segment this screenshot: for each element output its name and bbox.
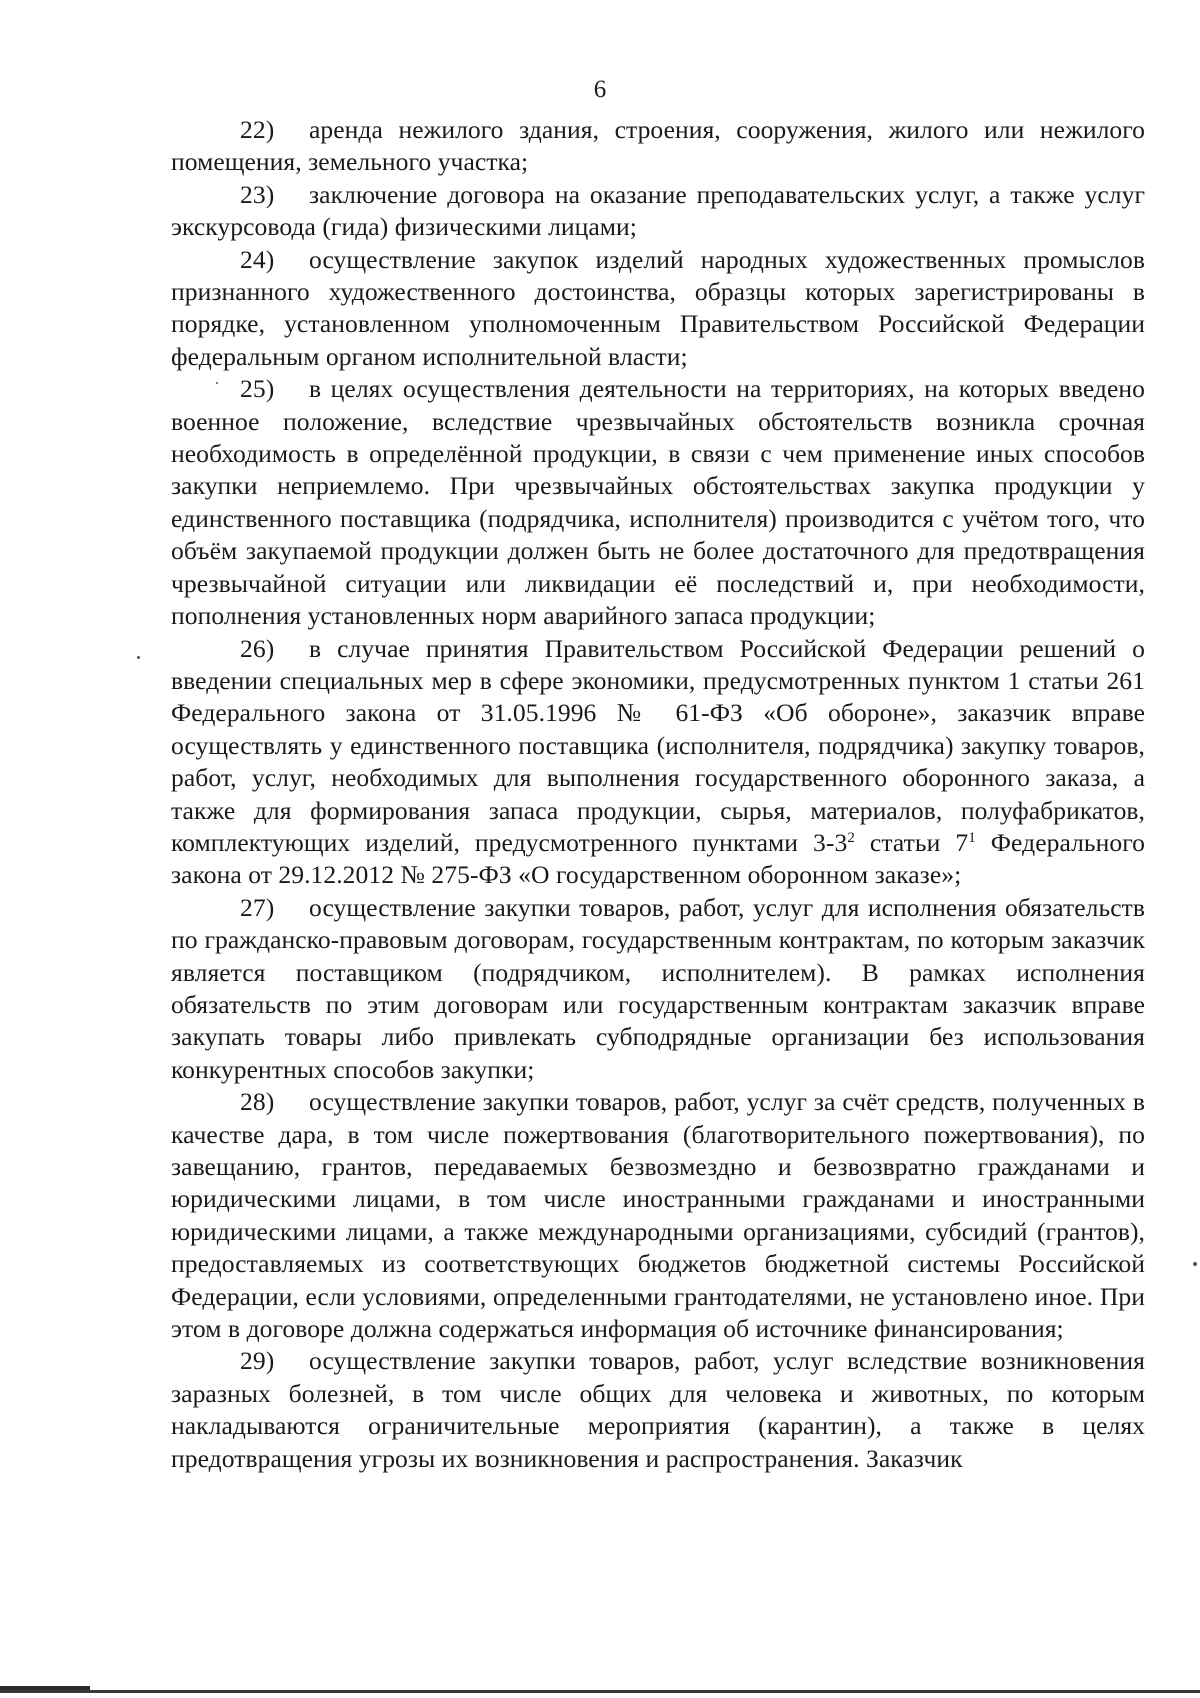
- item-text: заключение договора на оказание преподавательских услуг, а также услуг экскурсовода (гида) физическими лицами;: [171, 179, 1145, 242]
- scan-speck: [1193, 1262, 1197, 1266]
- scan-bottom-edge: [0, 1690, 1200, 1693]
- page-number: 6: [593, 76, 607, 103]
- item-number: 26): [240, 633, 275, 663]
- item-text: аренда нежилого здания, строения, сооружения, жилого или нежилого помещения, земельного участка;: [171, 115, 1145, 177]
- list-item-23: [171, 179, 1145, 244]
- superscript-1: 1: [968, 829, 976, 846]
- item-number: 29): [240, 1346, 275, 1376]
- scan-speck: [137, 656, 140, 659]
- item-number: 23): [240, 179, 275, 209]
- list-item-24: [171, 244, 1145, 374]
- list-item-26: [171, 633, 1145, 892]
- item-text: в целях осуществления деятельности на территориях, на которых введено военное положение, вследствие чрезвычайных обстоятельств возникла срочная необходимость в определённой продукции, в связи с чем применение иных способов закупки неприемлемо. При чрезвычайных обстоятельствах закупка продукции у единственного поставщика (подрядчика, исполнителя) производится с учётом того, что объём закупаемой продукции должен быть не более достаточного для предотвращения чрезвычайной ситуации или ликвидации её последствий и, при необходимости, пополнения установленных норм аварийного запаса продукции;: [171, 374, 1145, 631]
- item-text: осуществление закупок изделий народных художественных промыслов признанного художественного достоинства, образцы которых зарегистрированы в порядке, установленном уполномоченным Правительством Российской Федерации федеральным органом исполнительной власти;: [171, 244, 1145, 371]
- item-text-part-3: Федерального закона от 29.12.2012 № 275-ФЗ «О государственном оборонном заказе»;: [171, 827, 1145, 890]
- item-number: 24): [240, 244, 275, 274]
- item-text: осуществление закупки товаров, работ, услуг за счёт средств, полученных в качестве дара, в том числе пожертвования (благотворительного пожертвования), по завещанию, грантов, передаваемых безвозмездно и безвозвратно гражданами и юридическими лицами, в том числе иностранными гражданами и иностранными юридическими лицами, а также международными организациями, субсидий (грантов), предоставляемых из соответствующих бюджетов бюджетной системы Российской Федерации, если условиями, определенными грантодателями, не установлено иное. При этом в договоре должна содержаться информация об источнике финансирования;: [171, 1087, 1145, 1344]
- document-body: [171, 114, 1145, 1475]
- scan-speck: [216, 382, 218, 384]
- item-text-part-1: в случае принятия Правительством Российской Федерации решений о введении специальных мер в сфере экономики, предусмотренных пунктом 1 статьи 261 Федерального закона от 31.05.1996 № 61-ФЗ «Об обороне», заказчик вправе осуществлять у единственного поставщика (исполнителя, подрядчика) закупку товаров, работ, услуг, необходимых для выполнения государственного оборонного заказа, а также для формирования запаса продукции, сырья, материалов, полуфабрикатов, комплектующих изделий, предусмотренного пунктами 3-3: [171, 633, 1145, 857]
- item-number: 28): [240, 1087, 275, 1117]
- list-item-27: [171, 892, 1145, 1086]
- list-item-22: [171, 114, 1145, 179]
- item-text: осуществление закупки товаров, работ, услуг вследствие возникновения заразных болезней, в том числе общих для человека и животных, по которым накладываются ограничительные мероприятия (карантин), а также в целях предотвращения угрозы их возникновения и распространения. Заказчик: [171, 1346, 1145, 1473]
- item-number: 25): [240, 374, 275, 404]
- list-item-29: [171, 1345, 1145, 1475]
- list-item-25: [171, 373, 1145, 632]
- item-number: 22): [240, 115, 275, 144]
- superscript-2: 2: [847, 829, 855, 846]
- item-text: осуществление закупки товаров, работ, услуг для исполнения обязательств по гражданско-правовым договорам, государственным контрактам, по которым заказчик является поставщиком (подрядчиком, исполнителем). В рамках исполнения обязательств по этим договорам или государственным контрактам заказчик вправе закупать товары либо привлекать субподрядные организации без использования конкурентных способов закупки;: [171, 892, 1145, 1084]
- list-item-28: [171, 1086, 1145, 1345]
- item-text-part-2: статьи 7: [854, 827, 969, 857]
- item-number: 27): [240, 892, 275, 922]
